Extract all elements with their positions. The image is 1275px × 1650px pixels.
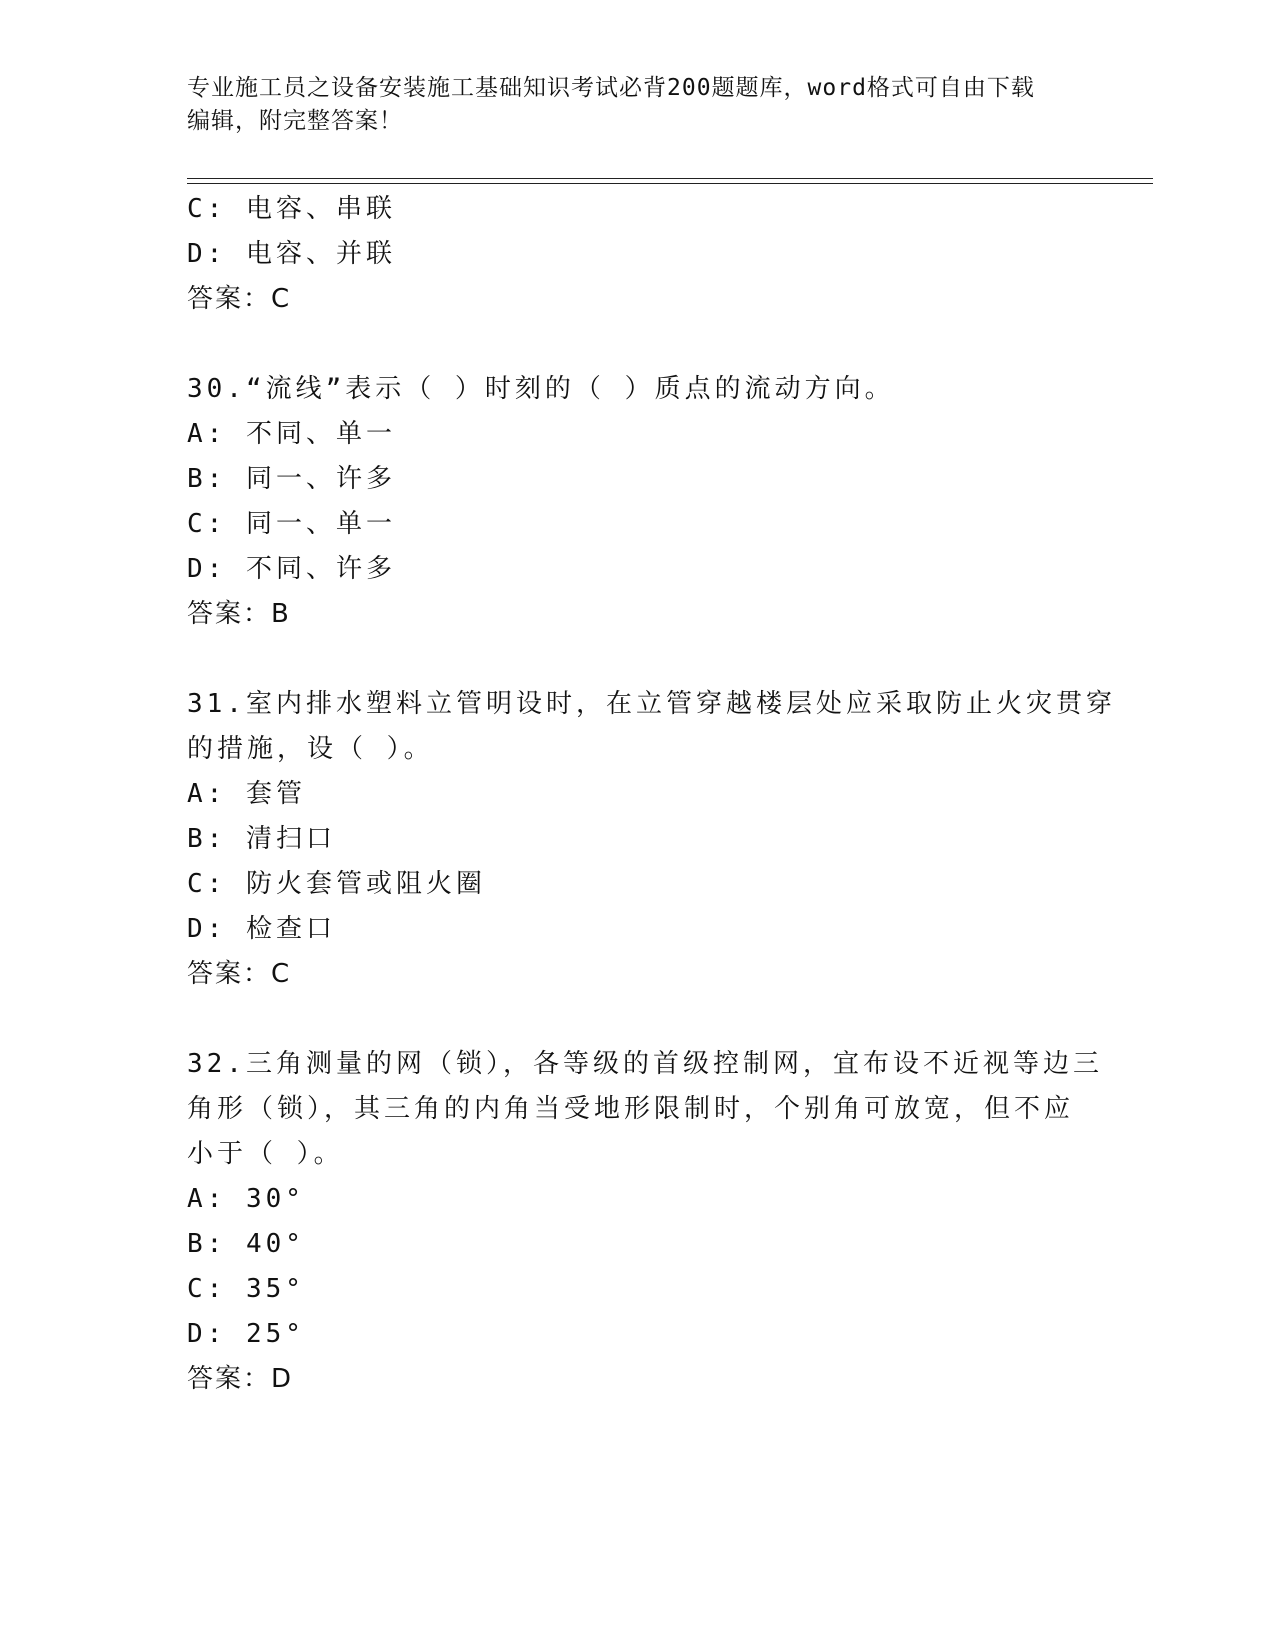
question-stem: 32.三角测量的网（锁），各等级的首级控制网，宜布设不近视等边三 [187,1049,1103,1079]
option-a: A: 30° [187,1184,305,1214]
question-stem: 30.“流线”表示（ ）时刻的（ ）质点的流动方向。 [187,374,895,404]
question-stem-continued: 角形（锁），其三角的内角当受地形限制时，个别角可放宽，但不应 [187,1094,1075,1124]
question-stem: 31.室内排水塑料立管明设时，在立管穿越楼层处应采取防止火灾贯穿 [187,689,1116,719]
question-stem-continued: 的措施，设（ ）。 [187,734,434,764]
answer: 答案：D [187,1364,294,1394]
option-b: B: 同一、许多 [187,464,396,494]
header-rule-top [187,178,1153,179]
option-a: A: 套管 [187,779,306,809]
option-d: D: 不同、许多 [187,554,396,584]
answer: 答案：C [187,284,292,314]
option-d: D: 25° [187,1319,305,1349]
answer: 答案：C [187,959,292,989]
option-c: C: 电容、串联 [187,194,396,224]
header-line-2: 编辑，附完整答案！ [187,108,403,134]
option-b: B: 40° [187,1229,305,1259]
option-a: A: 不同、单一 [187,419,396,449]
option-d: D: 检查口 [187,914,336,944]
option-d: D: 电容、并联 [187,239,396,269]
header-rule-bottom [187,183,1153,184]
option-c: C: 同一、单一 [187,509,396,539]
option-c: C: 防火套管或阻火圈 [187,869,486,899]
option-b: B: 清扫口 [187,824,336,854]
document-header [187,72,1077,138]
question-stem-continued: 小于（ ）。 [187,1139,344,1169]
option-c: C: 35° [187,1274,305,1304]
header-line-1: 专业施工员之设备安装施工基础知识考试必背200题题库，word格式可自由下载 [187,75,1035,101]
answer: 答案：B [187,599,291,629]
